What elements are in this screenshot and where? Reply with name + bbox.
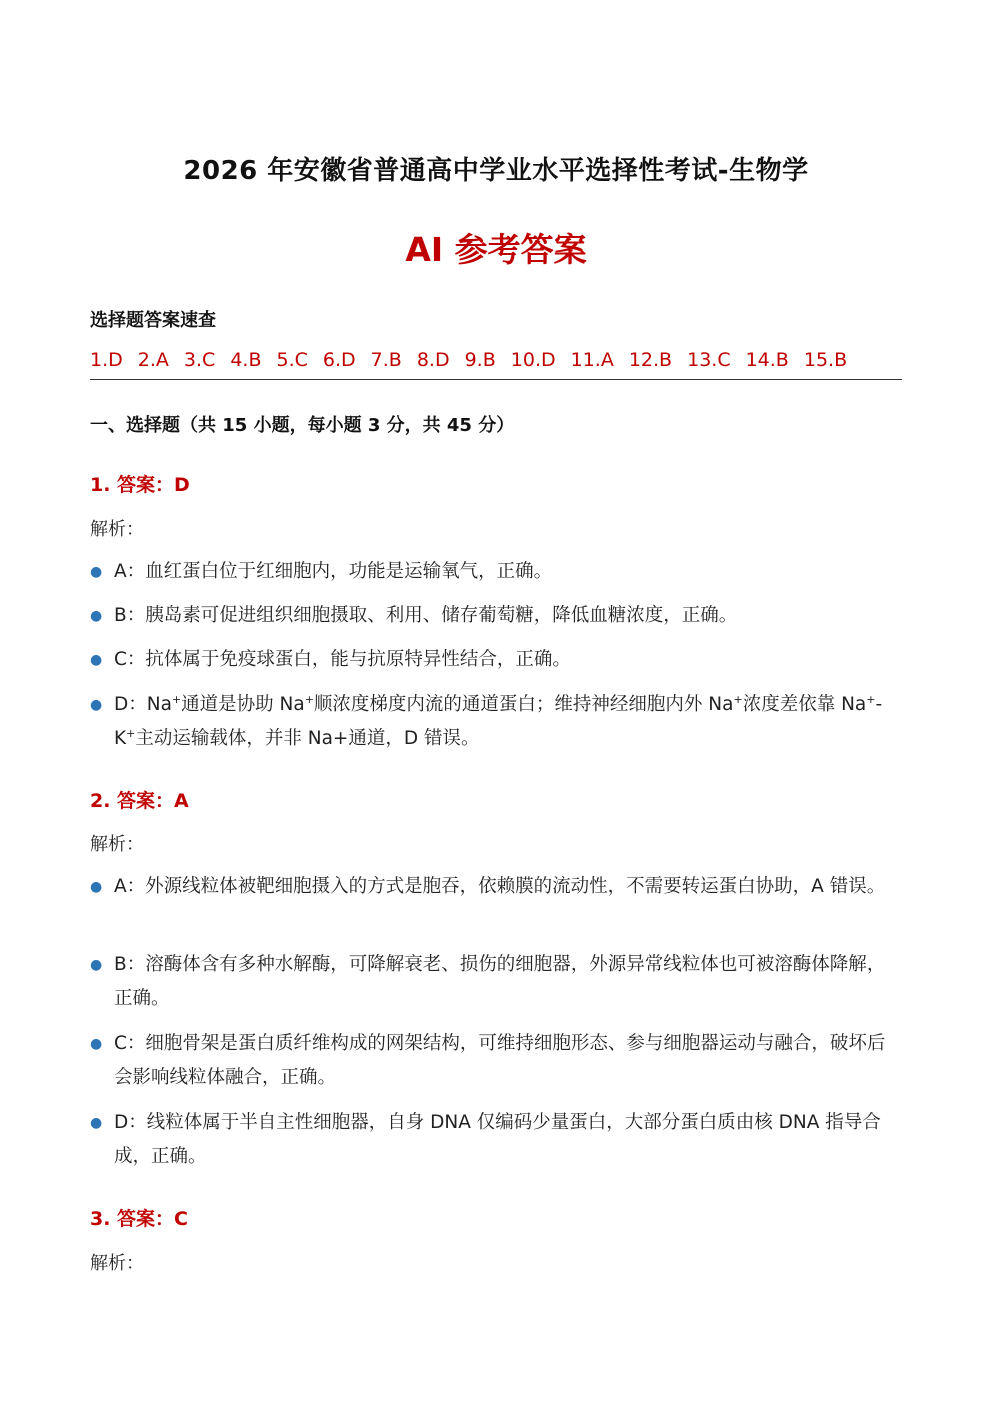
quick-answer-item: 13.C: [687, 349, 731, 371]
question-1-option-a: [90, 555, 902, 589]
question-3-analysis-label: 解析：: [90, 1253, 144, 1274]
quick-answer-list: [90, 349, 847, 371]
question-2-option-c: [90, 1027, 902, 1095]
quick-answer-item: 4.B: [230, 349, 262, 371]
bullet-icon: ●: [90, 879, 103, 895]
quick-answer-item: 8.D: [416, 349, 450, 371]
bullet-icon: ●: [90, 957, 103, 973]
bullet-icon: ●: [90, 1036, 103, 1052]
option-text: D：线粒体属于半自主性细胞器，自身 DNA 仅编码少量蛋白，大部分蛋白质由核 DNA 指导合成，正确。: [114, 1112, 881, 1167]
question-3-answer: 3. 答案：C: [90, 1208, 188, 1230]
question-1-option-d: [90, 688, 902, 756]
bullet-icon: ●: [90, 697, 103, 713]
quick-answer-item: 5.C: [276, 349, 308, 371]
quick-answer-item: 1.D: [90, 349, 123, 371]
question-2-analysis-label: 解析：: [90, 834, 144, 855]
question-1-option-b: [90, 599, 902, 633]
quick-answer-item: 15.B: [803, 349, 848, 371]
document-title: 2026 年安徽省普通高中学业水平选择性考试-生物学: [183, 156, 809, 186]
option-text: C：抗体属于免疫球蛋白，能与抗原特异性结合，正确。: [114, 649, 571, 670]
quick-answer-item: 3.C: [183, 349, 216, 371]
section-heading: 一、选择题（共 15 小题，每小题 3 分，共 45 分）: [90, 415, 515, 436]
question-2-answer: 2. 答案：A: [90, 790, 189, 812]
quick-answer-item: 10.D: [510, 349, 556, 371]
bullet-icon: ●: [90, 608, 103, 624]
question-2-option-a: [90, 870, 902, 904]
quick-answer-item: 12.B: [628, 349, 673, 371]
bullet-icon: ●: [90, 652, 103, 668]
quick-answer-item: 11.A: [570, 349, 614, 371]
quick-answer-item: 14.B: [745, 349, 789, 371]
divider: [90, 379, 902, 380]
question-1-answer: 1. 答案：D: [90, 474, 190, 496]
question-1-option-c: [90, 643, 902, 677]
quick-answer-item: 2.A: [137, 349, 169, 371]
question-2-option-d: [90, 1106, 902, 1174]
quick-answer-item: 6.D: [322, 349, 356, 371]
quick-answer-item: 9.B: [464, 349, 496, 371]
document-subtitle: AI 参考答案: [405, 230, 587, 269]
option-text: B：胰岛素可促进组织细胞摄取、利用、储存葡萄糖，降低血糖浓度，正确。: [114, 605, 738, 626]
option-text: A：外源线粒体被靶细胞摄入的方式是胞吞，依赖膜的流动性，不需要转运蛋白协助，A 错误。: [114, 876, 886, 897]
option-text: C：细胞骨架是蛋白质纤维构成的网架结构，可维持细胞形态、参与细胞器运动与融合，破坏后会影响线粒体融合，正确。: [114, 1033, 886, 1088]
option-text: A：血红蛋白位于红细胞内，功能是运输氧气，正确。: [114, 561, 553, 582]
quick-answer-heading: 选择题答案速查: [90, 310, 216, 331]
quick-answer-item: 7.B: [370, 349, 402, 371]
bullet-icon: ●: [90, 1115, 103, 1131]
bullet-icon: ●: [90, 564, 103, 580]
option-text: D：Na+通道是协助 Na+顺浓度梯度内流的通道蛋白；维持神经细胞内外 Na+浓度差依靠 Na+-K+主动运输载体，并非 Na+通道，D 错误。: [114, 692, 883, 749]
option-text: B：溶酶体含有多种水解酶，可降解衰老、损伤的细胞器，外源异常线粒体也可被溶酶体降解，正确。: [114, 954, 886, 1009]
question-2-option-b: [90, 948, 902, 1016]
question-1-analysis-label: 解析：: [90, 519, 144, 540]
